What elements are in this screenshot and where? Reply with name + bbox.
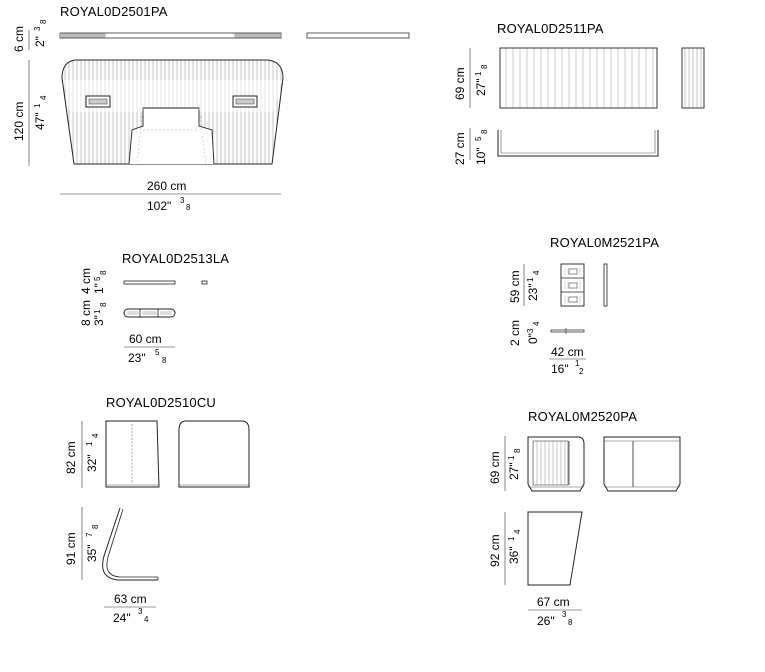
mirror-side-view [604,264,607,306]
chair-side-height-cm: 91 cm [64,532,78,565]
mirror-height-cm: 59 cm [508,270,522,303]
mirror-width-dimension [549,345,586,376]
mirror-depth-den: 4 [532,321,541,326]
lamp-height-dimension [79,300,108,326]
mirror-code: ROYAL0M2521PA [550,235,660,250]
panel-code: ROYAL0D2511PA [497,21,604,36]
headboard-front-view [62,60,283,164]
mirror-front-view [561,264,584,306]
cabinet-side-height-den: 4 [513,529,522,534]
mirror-width-in: 16" [551,362,569,376]
mirror-depth-in: 0" [526,333,540,344]
chair-height-num: 1 [85,441,94,446]
chair-back-view [106,421,159,487]
cabinet-width-den: 8 [568,618,573,627]
lamp-top-view [124,281,207,284]
panel-drawing [453,21,704,165]
headboard-top-height-num: 3 [33,26,42,31]
cabinet-side-height-cm: 92 cm [488,534,502,567]
mirror-width-cm: 42 cm [551,345,584,359]
cabinet-height-den: 8 [513,448,522,453]
mirror-width-den: 2 [579,367,584,376]
cabinet-height-dimension [488,436,522,491]
mirror-depth-dimension [508,320,541,346]
cabinet-back-view [604,437,680,491]
cabinet-side-view [528,512,582,585]
headboard-height-cm: 120 cm [12,101,26,141]
lamp-top-height-dimension [79,268,108,294]
headboard-height-den: 4 [39,95,48,100]
headboard-drawing [12,4,409,213]
cabinet-width-in: 26" [537,614,555,628]
headboard-top-height-in: 2" [33,36,47,47]
headboard-width-cm: 260 cm [147,179,187,193]
panel-height-den: 8 [480,64,489,69]
mirror-height-den: 4 [532,270,541,275]
headboard-top-height-cm: 6 cm [12,25,26,52]
cabinet-code: ROYAL0M2520PA [528,409,638,424]
chair-width-dimension [104,592,156,625]
panel-shelf-height-den: 8 [480,129,489,134]
lamp-width-dimension [124,332,175,365]
chair-side-view [103,508,158,580]
lamp-height-in: 3" [92,315,106,326]
headboard-height-num: 1 [33,103,42,108]
headboard-top-height-den: 8 [39,19,48,24]
lamp-top-height-cm: 4 cm [79,267,93,294]
lamp-width-num: 5 [155,348,160,357]
panel-front-view [500,48,657,108]
mirror-width-num: 1 [575,359,580,368]
chair-width-in: 24" [113,611,131,625]
mirror-top-view [551,328,584,334]
lamp-top-height-num: 5 [93,276,102,281]
cabinet-height-cm: 69 cm [488,451,502,484]
chair-width-num: 3 [138,607,143,616]
headboard-width-num: 3 [180,196,185,205]
cabinet-width-num: 3 [562,610,567,619]
lamp-width-cm: 60 cm [129,332,162,346]
lamp-height-den: 8 [99,302,108,307]
cabinet-drawing [488,409,680,628]
panel-shelf-height-dimension [453,128,489,165]
cabinet-width-cm: 67 cm [537,595,570,609]
cabinet-side-height-num: 1 [507,536,516,541]
mirror-height-in: 23" [526,283,540,301]
chair-height-dimension [64,421,100,488]
cabinet-front-view [528,437,584,491]
headboard-height-in: 47" [33,112,47,130]
panel-shelf-height-cm: 27 cm [453,132,467,165]
lamp-width-den: 8 [162,356,167,365]
chair-height-den: 4 [91,433,100,438]
chair-side-height-den: 8 [91,524,100,529]
cabinet-side-height-dimension [488,512,522,585]
headboard-width-den: 8 [186,203,191,212]
headboard-top-view [60,33,409,38]
panel-shelf-height-in: 10" [474,147,488,165]
mirror-drawing [508,235,659,376]
chair-drawing [64,395,249,625]
mirror-depth-cm: 2 cm [508,319,522,346]
lamp-code: ROYAL0D2513LA [122,251,230,266]
mirror-height-dimension [508,264,541,306]
panel-height-num: 1 [474,71,483,76]
lamp-height-cm: 8 cm [79,299,93,326]
headboard-width-dimension [60,179,281,213]
panel-height-in: 27" [474,78,488,96]
headboard-code: ROYAL0D2501PA [60,4,168,19]
cabinet-width-dimension [528,595,582,628]
panel-height-cm: 69 cm [453,67,467,100]
cabinet-height-in: 27" [507,462,521,480]
panel-shelf-view [498,130,658,156]
lamp-drawing [79,251,229,365]
cabinet-side-height-in: 36" [507,546,521,564]
chair-side-height-num: 7 [85,532,94,537]
mirror-depth-num: 3 [526,328,535,333]
chair-code: ROYAL0D2510CU [106,395,217,410]
headboard-width-in: 102" [147,199,172,213]
panel-shelf-height-num: 5 [474,136,483,141]
lamp-top-height-den: 8 [99,270,108,275]
panel-side-view [682,48,704,108]
chair-front-view [179,421,249,487]
chair-side-height-in: 35" [85,544,99,562]
chair-width-cm: 63 cm [114,592,147,606]
lamp-front-view [124,309,175,317]
chair-side-height-dimension [64,507,100,580]
headboard-top-height-dimension [12,19,48,52]
mirror-height-num: 1 [526,277,535,282]
chair-width-den: 4 [144,615,149,624]
chair-height-in: 32" [85,454,99,472]
lamp-height-num: 1 [93,309,102,314]
lamp-width-in: 23" [128,351,146,365]
cabinet-height-num: 1 [507,455,516,460]
panel-height-dimension [453,48,489,108]
lamp-top-height-in: 1" [92,283,106,294]
headboard-height-dimension [12,60,48,166]
chair-height-cm: 82 cm [64,441,78,474]
